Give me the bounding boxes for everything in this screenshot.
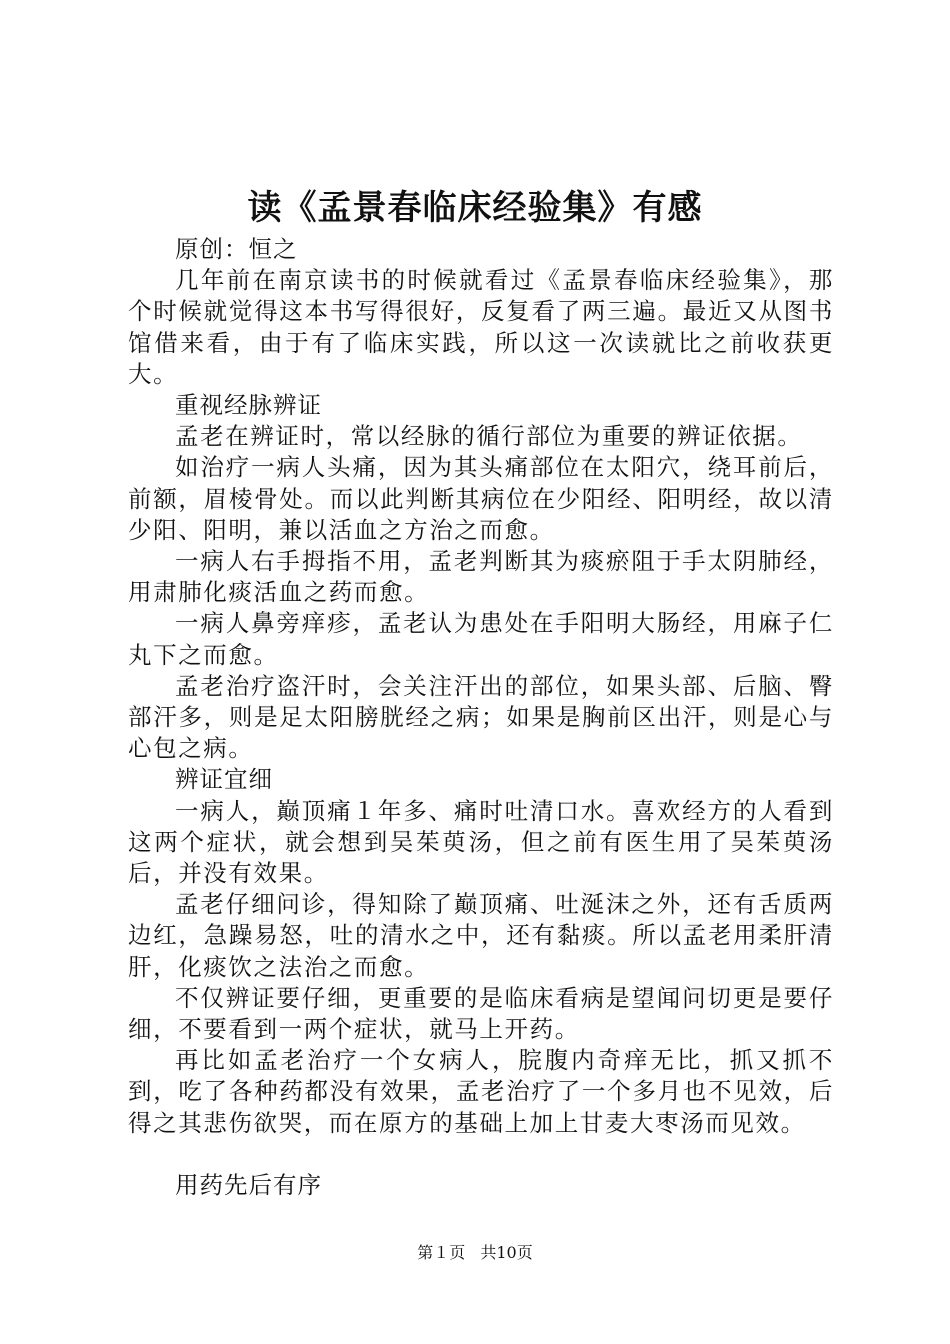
section2-paragraph: 孟老仔细问诊，得知除了巅顶痛、吐涎沫之外，还有舌质两边红，急躁易怒，吐的清水之中，还有黏痰。所以孟老用柔肝清肝，化痰饮之法治之而愈。 [128,890,834,981]
section-heading-careful-diagnosis: 辨证宜细 [175,765,273,794]
section1-paragraph: 一病人鼻旁痒疹，孟老认为患处在手阳明大肠经，用麻子仁丸下之而愈。 [128,609,834,669]
intro-paragraph: 几年前在南京读书的时候就看过《孟景春临床经验集》，那个时候就觉得这本书写得很好，反复看了两三遍。最近又从图书馆借来看，由于有了临床实践，所以这一次读就比之前收获更大。 [128,266,834,388]
author-line: 原创：恒之 [175,235,298,263]
section2-paragraph: 不仅辨证要仔细，更重要的是临床看病是望闻问切更是要仔细，不要看到一两个症状，就马上开药。 [128,983,834,1044]
section-heading-meridian: 重视经脉辨证 [175,391,322,420]
section1-paragraph: 孟老在辨证时，常以经脉的循行部位为重要的辨证依据。 [175,422,803,451]
blank-line [128,1139,834,1170]
section1-paragraph: 一病人右手拇指不用，孟老判断其为痰瘀阻于手太阴肺经，用肃肺化痰活血之药而愈。 [128,547,834,607]
section2-paragraph: 一病人，巅顶痛１年多、痛时吐清口水。喜欢经方的人看到这两个症状，就会想到吴茱萸汤，但之前有医生用了吴茱萸汤后，并没有效果。 [128,796,834,888]
document-title: 读《孟景春临床经验集》有感 [247,188,703,228]
section2-paragraph: 再比如孟老治疗一个女病人，脘腹内奇痒无比，抓又抓不到，吃了各种药都没有效果，孟老治疗了一个多月也不见效，后得之其悲伤欲哭，而在原方的基础上加上甘麦大枣汤而见效。 [128,1046,834,1137]
page-footer [0,1242,950,1264]
section1-paragraph: 孟老治疗盗汗时，会关注汗出的部位，如果头部、后脑、臀部汗多，则是足太阳膀胱经之病；如果是胸前区出汗，则是心与心包之病。 [128,671,834,763]
page-total: 共10页 [480,1243,533,1262]
document-body [128,234,834,1201]
section-heading-medication-order: 用药先后有序 [175,1170,322,1199]
section1-paragraph: 如治疗一病人头痛，因为其头痛部位在太阳穴，绕耳前后，前额，眉棱骨处。而以此判断其病位在少阳经、阳明经，故以清少阳、阳明，兼以活血之方治之而愈。 [128,453,834,544]
page-number: 第１页 [417,1243,466,1262]
